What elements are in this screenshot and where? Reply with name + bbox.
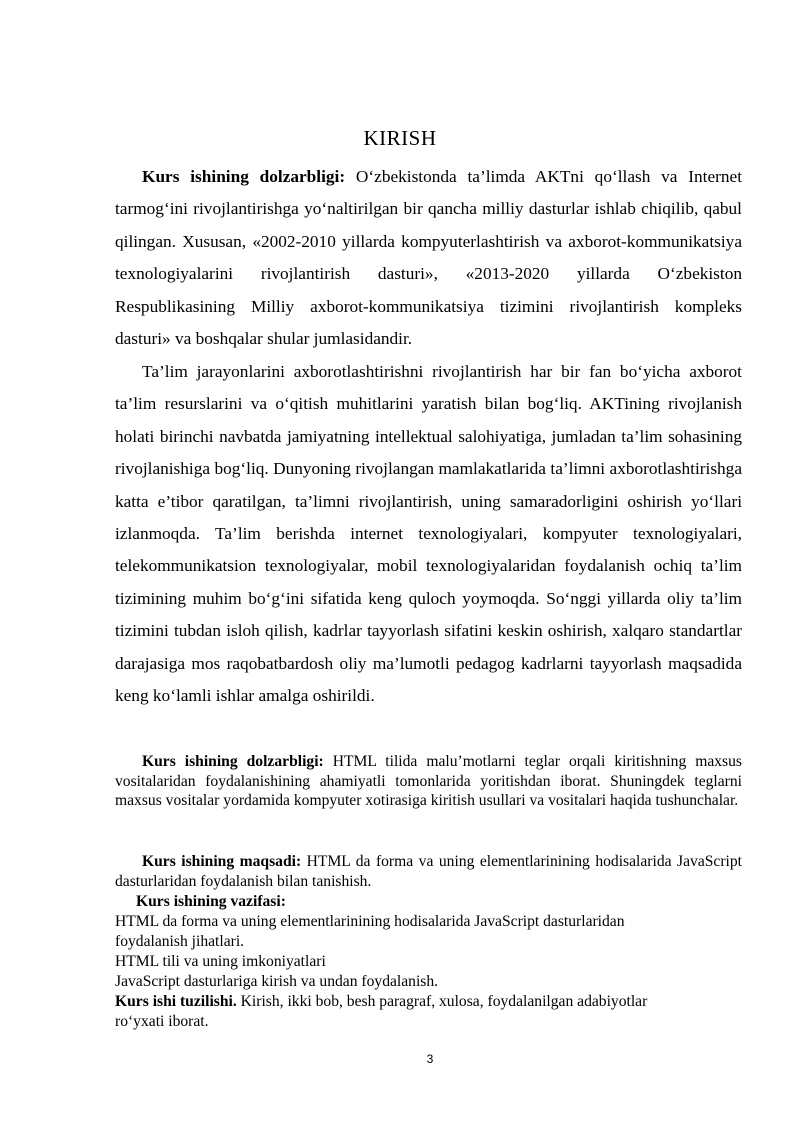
paragraph-lead: Kurs ishining dolzarbligi: xyxy=(142,753,324,770)
paragraph-text: HTML tilida malu’motlarni teglar orqali kiritishning maxsus vositalaridan foydalanishining ahamiyatli tomonlarida yoritishdan iborat. Shuningdek teglarni maxsus vositalar yordamida kompyuter xotirasiga kiritish usullari va vositalari haqida tushunchalar. xyxy=(115,753,742,809)
task-line: JavaScript dasturlariga kirish va undan foydalanish. xyxy=(115,973,439,990)
structure-line xyxy=(115,992,742,1012)
task-line: HTML tili va uning imkoniyatlari xyxy=(115,953,326,970)
task-line: foydalanish jihatlari. xyxy=(115,933,245,950)
page-title: KIRISH xyxy=(363,126,437,150)
structure-line: ro‘yxati iborat. xyxy=(115,1013,209,1030)
page-number: 3 xyxy=(426,1052,434,1066)
structure-text: Kirish, ikki bob, besh paragraf, xulosa, foydalanilgan adabiyotlar xyxy=(236,993,648,1010)
paragraph-lead: Kurs ishining dolzarbligi: xyxy=(142,167,346,186)
task-line: HTML da forma va uning elementlarinining hodisalarida JavaScript dasturlaridan xyxy=(115,913,625,930)
paragraph-relevance xyxy=(115,161,742,355)
paragraph-relevance-html xyxy=(115,752,742,811)
paragraph-text: Ta’lim jarayonlarini axborotlashtirishni rivojlantirish har bir fan bo‘yicha axborot ta’lim resurslarini va o‘qitish muhitlarini yaratish bilan bog‘liq. AKTining rivojlanish holati birinchi navbatda jamiyatning intellektual salohiyatiga, jumladan ta’lim sohasining rivojlanishiga bog‘liq. Dunyoning rivojlangan mamlakatlarida ta’limni axborotlashtirishga katta e’tibor qaratilgan, ta’limni rivojlantirish, uning samaradorligini oshirish yo‘llari izlanmoqda. Ta’lim berishda internet texnologiyalari, kompyuter texnologiyalari, telekommunikatsion texnologiyalar, mobil texnologiyalaridan foydalanish ochiq ta’lim tizimining muhim bo‘g‘ini sifatida keng quloch yoymoqda. So‘nggi yillarda oliy ta’lim tizimini tubdan isloh qilish, kadrlar tayyorlash sifatini keskin oshirish, xalqaro standartlar darajasiga mos raqobatbardosh oliy ma’lumotli pedagog kadrlarni tayyorlash maqsadida keng ko‘lamli ishlar amalga oshirildi. xyxy=(115,362,742,706)
paragraph-goal xyxy=(115,852,742,891)
structure-lead: Kurs ishi tuzilishi. xyxy=(115,993,237,1010)
paragraph-text: HTML da forma va uning elementlarinining hodisalarida JavaScript dasturlaridan foydalanish bilan tanishish. xyxy=(115,853,742,890)
paragraph-lead: Kurs ishining maqsadi: xyxy=(142,853,302,870)
paragraph-text: O‘zbekistonda ta’limda AKTni qo‘llash va Internet tarmog‘ini rivojlantirishga yo‘naltirilgan bir qancha milliy dasturlar ishlab chiqilib, qabul qilingan. Xususan, «2002-2010 yillarda kompyuterlashtirish va axborot-kommunikatsiya texnologiyalarini rivojlantirish dasturi», «2013-2020 yillarda O‘zbekiston Respublikasining Milliy axborot-kommunikatsiya tizimini rivojlantirish kompleks dasturi» va boshqalar shular jumlasidandir. xyxy=(115,167,742,349)
paragraph-ict xyxy=(115,356,742,712)
tasks-heading: Kurs ishining vazifasi: xyxy=(136,893,286,910)
